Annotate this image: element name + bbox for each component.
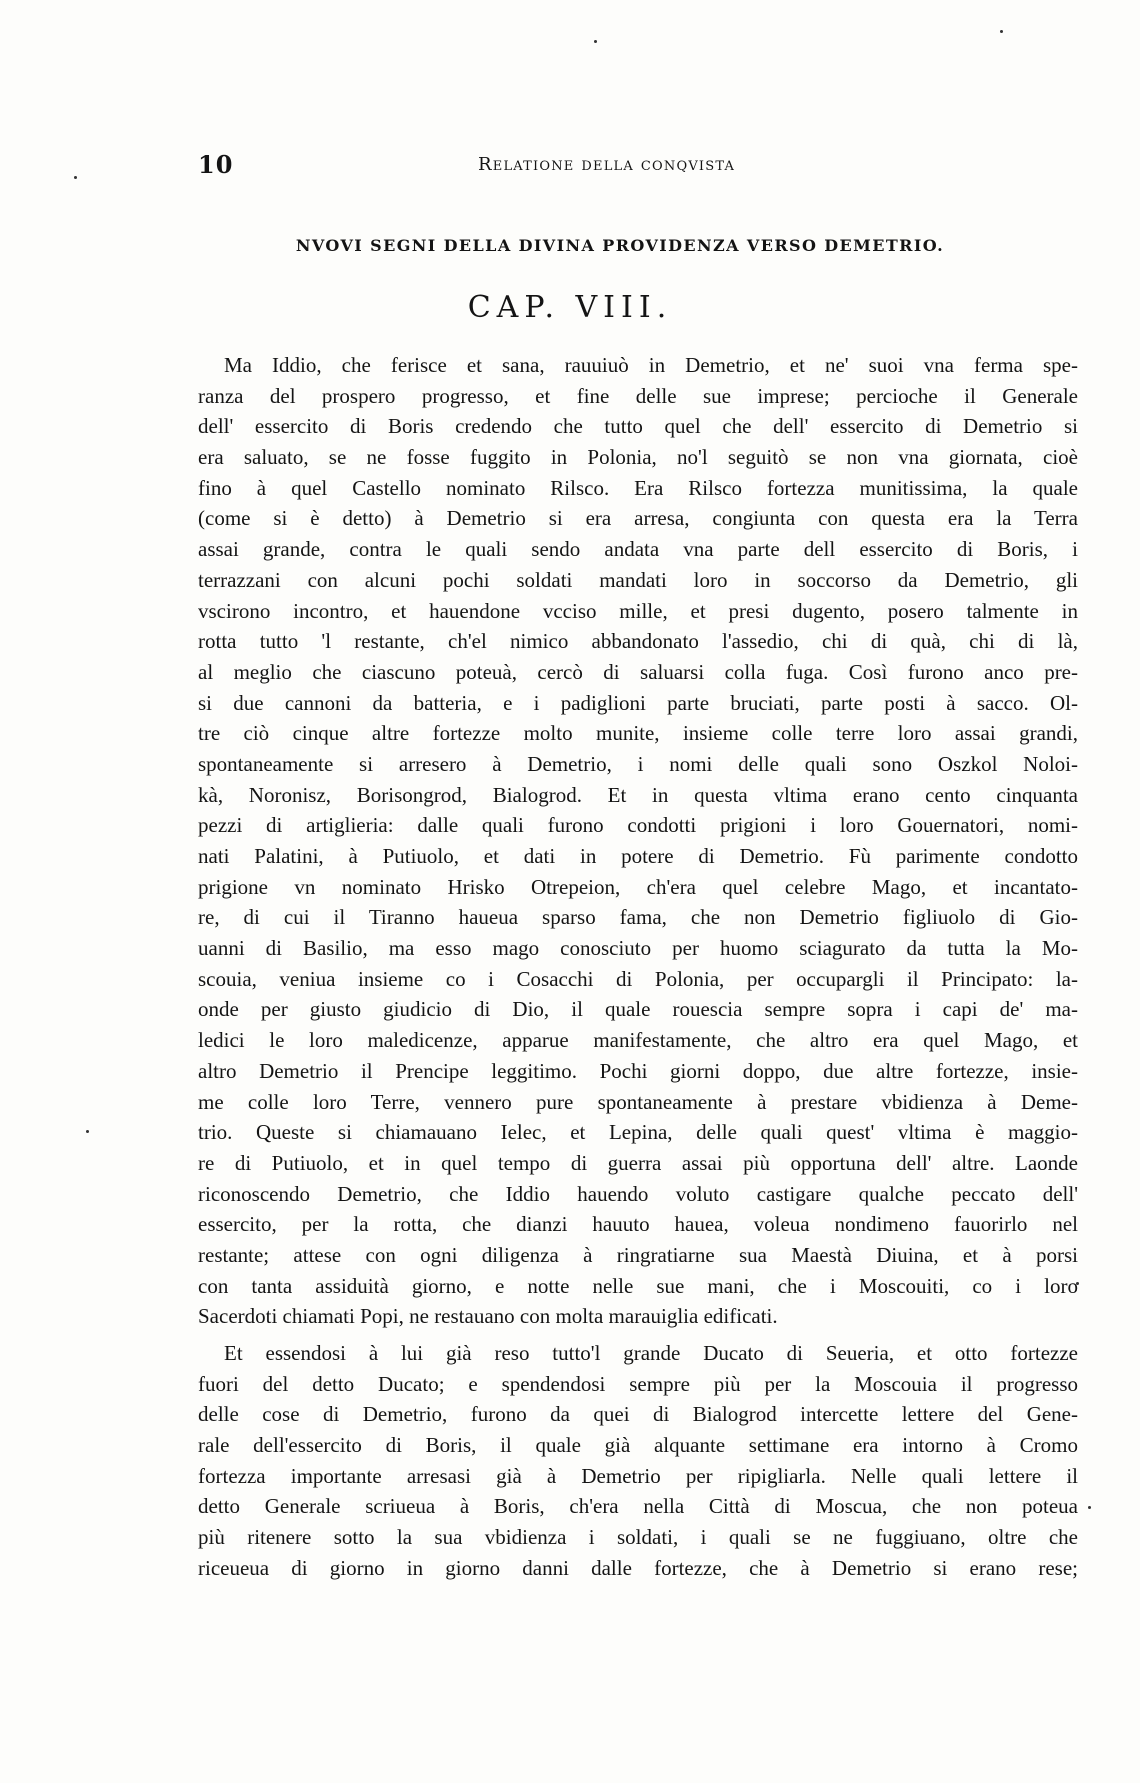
- print-speck: [1000, 30, 1003, 33]
- text-line: terrazzani con alcuni pochi soldati mandati loro in soccorso da Demetrio, gli: [198, 567, 1078, 592]
- text-line: trio. Queste si chiamauano Ielec, et Lepina, delle quali quest' vltima è maggio-: [198, 1120, 1078, 1145]
- text-line: scouia, veniua insieme co i Cosacchi di Polonia, per occupargli il Principato: la-: [198, 966, 1078, 991]
- body-text: [198, 350, 1078, 1584]
- text-line: prigione vn nominato Hrisko Otrepeion, ch'era quel celebre Mago, et incantato-: [198, 874, 1078, 899]
- text-line: tre ciò cinque altre fortezze molto munite, insieme colle terre loro assai grandi,: [198, 721, 1078, 746]
- text-line: assai grande, contra le quali sendo andata vna parte dell essercito di Boris, i: [198, 537, 1078, 562]
- text-line: fino à quel Castello nominato Rilsco. Era Rilsco fortezza munitissima, la quale: [198, 475, 1078, 500]
- page-number: 10: [198, 150, 234, 179]
- text-line: uanni di Basilio, ma esso mago conosciuto per huomo sciagurato da tutta la Mo-: [198, 936, 1078, 961]
- text-line: dell' essercito di Boris credendo che tutto quel che dell' essercito di Demetrio si: [198, 414, 1078, 439]
- running-head: [198, 150, 898, 186]
- text-line: pezzi di artiglieria: dalle quali furono condotti prigioni i loro Gouernatori, nomi-: [198, 813, 1078, 838]
- text-line: re di Putiuolo, et in quel tempo di guerra assai più opportuna dell' altre. Laonde: [198, 1150, 1078, 1175]
- text-line: Sacerdoti chiamati Popi, ne restauano con molta marauiglia edificati.: [198, 1304, 778, 1329]
- text-line: vscirono incontro, et hauendone vcciso mille, et presi dugento, posero talmente in: [198, 598, 1078, 623]
- text-line: altro Demetrio il Prencipe leggitimo. Pochi giorni doppo, due altre fortezze, insie-: [198, 1058, 1078, 1083]
- text-line: me colle loro Terre, vennero pure spontaneamente à prestare vbidienza à Deme-: [198, 1089, 1078, 1114]
- text-line: onde per giusto giudicio di Dio, il quale rouescia sempre sopra i capi de' ma-: [198, 997, 1078, 1022]
- chapter-number: CAP. VIII.: [467, 290, 673, 325]
- text-line: detto Generale scriueua à Boris, ch'era nella Città di Moscua, che non poteua: [198, 1494, 1078, 1519]
- paragraph: [198, 350, 1078, 1332]
- text-line: ledici le loro maledicenze, apparue manifestamente, che altro era quel Mago, et: [198, 1028, 1078, 1053]
- running-title: Relatione della conqvista: [478, 154, 736, 175]
- chapter-heading: NVOVI SEGNI DELLA DIVINA PROVIDENZA VERSO DEMETRIO.: [295, 236, 945, 255]
- text-line: ranza del prospero progresso, et fine delle sue imprese; percioche il Generale: [198, 383, 1078, 408]
- text-line: fortezza importante arresasi già à Demetrio per ripigliarla. Nelle quali lettere il: [198, 1463, 1078, 1488]
- paragraph: [198, 1338, 1078, 1584]
- print-speck: [594, 40, 597, 43]
- text-line: al meglio che ciascuno poteuà, cercò di saluarsi colla fuga. Così furono anco pre-: [198, 659, 1078, 684]
- text-line: con tanta assiduità giorno, e notte nelle sue mani, che i Moscouiti, co i loro: [198, 1273, 1078, 1298]
- text-line: restante; attese con ogni diligenza à ringratiarne sua Maestà Diuina, et à porsi: [198, 1242, 1078, 1267]
- text-line: riconoscendo Demetrio, che Iddio hauendo voluto castigare qualche peccato dell': [198, 1181, 1078, 1206]
- text-line: essercito, per la rotta, che dianzi hauuto hauea, voleua nondimeno fauorirlo nel: [198, 1212, 1078, 1237]
- print-speck: [74, 176, 77, 179]
- text-line: Et essendosi à lui già reso tutto'l grande Ducato di Seueria, et otto fortezze: [224, 1341, 1078, 1365]
- text-line: riceueua di giorno in giorno danni dalle fortezze, che à Demetrio si erano rese;: [198, 1555, 1078, 1580]
- text-line: rotta tutto 'l restante, ch'el nimico abbandonato l'assedio, chi di quà, chi di là,: [198, 629, 1078, 654]
- text-line: kà, Noronisz, Borisongrod, Bialogrod. Et in questa vltima erano cento cinquanta: [198, 782, 1078, 807]
- text-line: delle cose di Demetrio, furono da quei di Bialogrod intercette lettere del Gene-: [198, 1402, 1078, 1427]
- text-line: spontaneamente si arresero à Demetrio, i nomi delle quali sono Oszkol Noloi-: [198, 751, 1078, 776]
- text-line: Ma Iddio, che ferisce et sana, rauuiuò in Demetrio, et ne' suoi vna ferma spe-: [224, 353, 1078, 377]
- text-line: nati Palatini, à Putiuolo, et dati in potere di Demetrio. Fù parimente condotto: [198, 844, 1078, 868]
- text-line: re, di cui il Tiranno haueua sparso fama, che non Demetrio figliuolo di Gio-: [198, 905, 1078, 930]
- text-line: più ritenere sotto la sua vbidienza i soldati, i quali se ne fuggiuano, oltre che: [198, 1525, 1078, 1550]
- text-line: (come si è detto) à Demetrio si era arresa, congiunta con questa era la Terra: [198, 506, 1078, 531]
- text-line: si due cannoni da batteria, e i padiglioni parte bruciati, parte posti à sacco. Ol-: [198, 690, 1078, 715]
- print-speck: [1088, 1506, 1091, 1509]
- text-line: rale dell'essercito di Boris, il quale già alquante settimane era intorno à Cromo: [198, 1433, 1078, 1458]
- text-line: era saluato, se ne fosse fuggito in Polonia, no'l seguitò se non vna giornata, cioè: [198, 445, 1078, 470]
- text-line: fuori del detto Ducato; e spendendosi sempre più per la Moscouia il progresso: [198, 1371, 1078, 1396]
- print-speck: [86, 1130, 89, 1133]
